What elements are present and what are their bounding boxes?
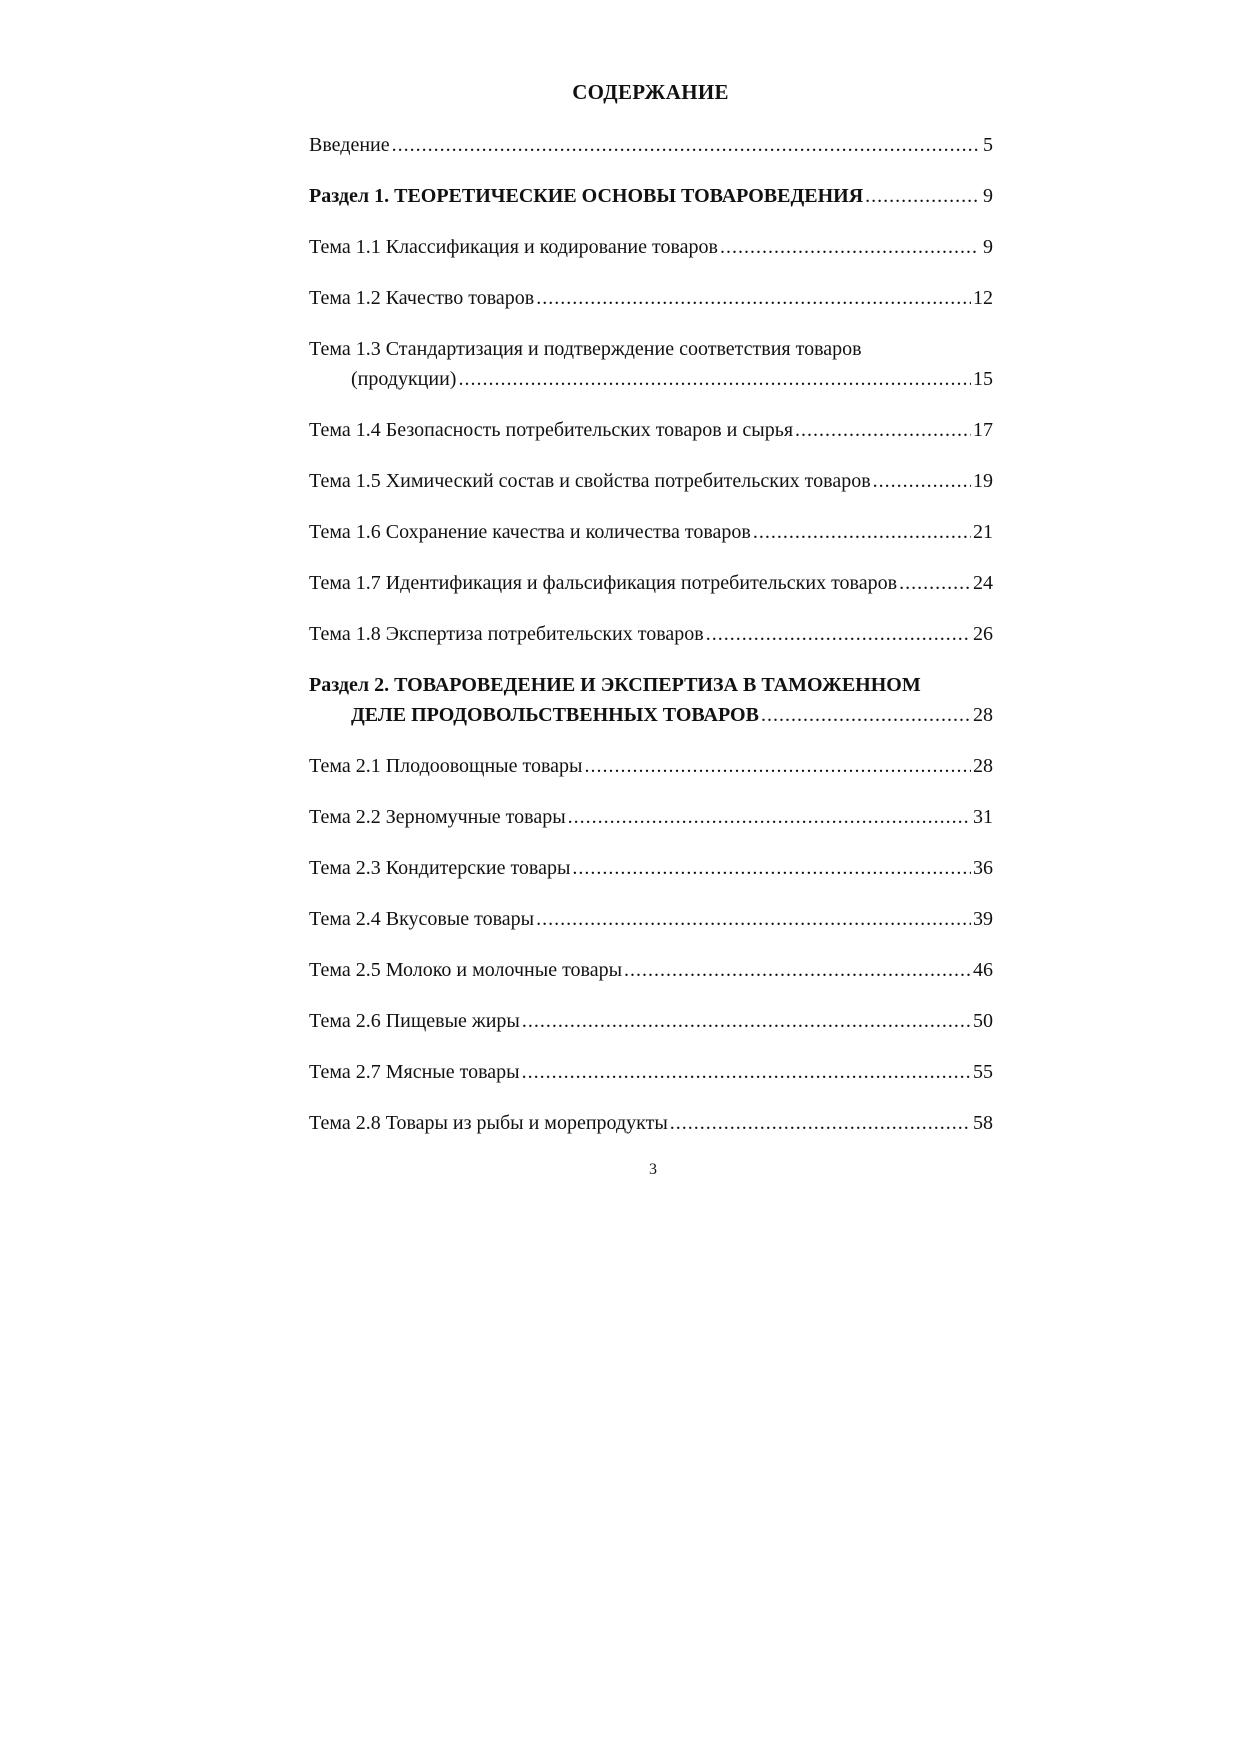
toc-entry-line [309,364,993,394]
toc-entry-line [309,853,993,883]
dot-leader [761,700,971,730]
dot-leader [899,568,971,598]
toc-entry-line [309,181,993,211]
toc-entry-line [309,568,993,598]
toc-entry-page: 28 [973,755,993,777]
toc-entry-title: Тема 2.1 Плодоовощные товары [309,755,583,777]
toc-entry-page: 12 [973,287,993,309]
page-title: СОДЕРЖАНИЕ [572,80,729,104]
toc-entry-line [309,466,993,496]
page-number: 3 [649,1161,657,1178]
toc-entry-line [309,955,993,985]
toc-entry[interactable] [309,1057,993,1087]
toc-entry-line [309,283,993,313]
toc-entry-page: 19 [973,470,993,492]
toc-entry-page: 46 [973,959,993,981]
table-of-contents [309,130,993,1159]
toc-entry-title: Тема 1.8 Экспертиза потребительских товаров [309,623,704,645]
toc-entry[interactable] [309,568,993,598]
toc-entry-page: 58 [973,1112,993,1134]
dot-leader [536,904,971,934]
dot-leader [670,1108,971,1138]
toc-entry[interactable] [309,466,993,496]
toc-entry-page: 17 [973,419,993,441]
toc-entry-title: Тема 2.2 Зерномучные товары [309,806,566,828]
toc-entry[interactable] [309,853,993,883]
dot-leader [458,364,971,394]
toc-entry-title: Тема 1.6 Сохранение качества и количества товаров [309,521,751,543]
toc-entry-line [309,619,993,649]
toc-entry[interactable] [309,1006,993,1036]
toc-entry[interactable] [309,232,993,262]
toc-entry[interactable] [309,517,993,547]
dot-leader [572,853,971,883]
toc-entry[interactable] [309,1108,993,1138]
toc-entry-title-line2: ДЕЛЕ ПРОДОВОЛЬСТВЕННЫХ ТОВАРОВ [351,704,759,726]
toc-entry-title: Тема 1.2 Качество товаров [309,287,535,309]
toc-entry-page: 5 [983,134,993,156]
toc-entry[interactable] [309,130,993,160]
toc-entry-line [309,232,993,262]
toc-entry-title: Тема 2.5 Молоко и молочные товары [309,959,623,981]
dot-leader [536,283,971,313]
toc-section-entry[interactable] [309,670,993,730]
toc-entry-line [309,415,993,445]
toc-entry-line [309,1108,993,1138]
dot-leader [522,1006,971,1036]
toc-entry-page: 36 [973,857,993,879]
dot-leader [795,415,971,445]
toc-entry-line [309,751,993,781]
toc-entry-line [309,802,993,832]
toc-entry[interactable] [309,334,993,394]
toc-entry-page: 50 [973,1010,993,1032]
toc-entry[interactable] [309,904,993,934]
toc-entry-page: 24 [973,572,993,594]
toc-entry-page: 28 [973,704,993,726]
toc-entry-title: Тема 1.5 Химический состав и свойства потребительских товаров [309,470,871,492]
dot-leader [865,181,979,211]
toc-entry-page: 26 [973,623,993,645]
toc-entry[interactable] [309,802,993,832]
toc-entry-title: Тема 2.3 Кондитерские товары [309,857,571,879]
dot-leader [584,751,971,781]
toc-entry-title: Тема 1.1 Классификация и кодирование товаров [309,236,718,258]
toc-entry-title-line1: Тема 1.3 Стандартизация и подтверждение соответствия товаров [309,338,862,360]
toc-entry-title: Тема 1.4 Безопасность потребительских товаров и сырья [309,419,794,441]
toc-entry-title-line1: Раздел 2. ТОВАРОВЕДЕНИЕ И ЭКСПЕРТИЗА В ТАМОЖЕННОМ [309,674,921,696]
toc-entry-page: 21 [973,521,993,543]
toc-entry-line [309,130,993,160]
toc-entry[interactable] [309,415,993,445]
toc-entry-title: Тема 2.7 Мясные товары [309,1061,520,1083]
dot-leader [706,619,971,649]
toc-entry-line [309,517,993,547]
dot-leader [753,517,971,547]
dot-leader [873,466,971,496]
toc-entry-line [309,1006,993,1036]
toc-section-entry[interactable] [309,181,993,211]
dot-leader [392,130,979,160]
toc-entry-line [309,1057,993,1087]
toc-entry-page: 9 [983,185,993,207]
dot-leader [568,802,971,832]
toc-entry[interactable] [309,283,993,313]
toc-entry-title: Раздел 1. ТЕОРЕТИЧЕСКИЕ ОСНОВЫ ТОВАРОВЕДЕНИЯ [309,185,864,207]
toc-entry-title: Тема 2.4 Вкусовые товары [309,908,535,930]
toc-entry-title: Введение [309,134,390,156]
toc-entry-title: Тема 2.8 Товары из рыбы и морепродукты [309,1112,668,1134]
toc-entry-page: 9 [983,236,993,258]
toc-entry-title: Тема 1.7 Идентификация и фальсификация потребительских товаров [309,572,898,594]
toc-entry-page: 39 [973,908,993,930]
toc-entry-title-line2: (продукции) [351,368,457,390]
toc-entry-title: Тема 2.6 Пищевые жиры [309,1010,520,1032]
toc-entry-page: 31 [973,806,993,828]
toc-entry[interactable] [309,619,993,649]
toc-entry-page: 55 [973,1061,993,1083]
toc-entry-line [309,904,993,934]
dot-leader [624,955,971,985]
dot-leader [522,1057,971,1087]
toc-entry[interactable] [309,955,993,985]
dot-leader [720,232,979,262]
toc-entry-line [309,700,993,730]
toc-entry-page: 15 [973,368,993,390]
toc-entry[interactable] [309,751,993,781]
